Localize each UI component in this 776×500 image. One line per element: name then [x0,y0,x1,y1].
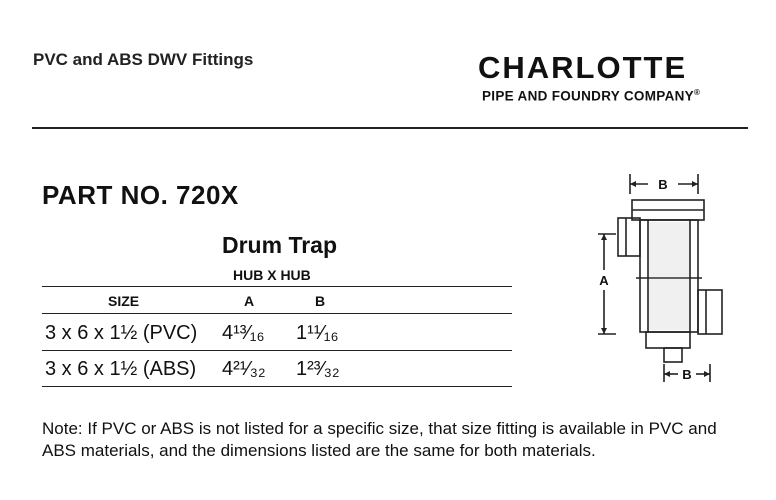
connection-type: HUB X HUB [233,267,311,283]
table-top-rule [42,286,512,287]
column-header-a: A [244,293,255,309]
materials-note: Note: If PVC or ABS is not listed for a specific size, that size fitting is available in PVC and ABS materials, and the dimensions listed are the same for both materials. [42,419,717,460]
registered-mark: ® [693,88,701,97]
header-title: PVC and ABS DWV Fittings [33,50,254,69]
table-row-rule [42,350,512,351]
column-header-size: SIZE [108,293,140,309]
row-2-b: 1²³⁄₃₂ [296,358,340,380]
row-1-b: 1¹¹⁄₁₆ [296,322,339,344]
logo-subtitle-text: PIPE AND FOUNDRY COMPANY [482,88,694,104]
product-name: Drum Trap [222,232,338,258]
row-1-size: 3 x 6 x 1½ (PVC) [45,322,198,344]
row-2-size: 3 x 6 x 1½ (ABS) [45,358,197,380]
header-divider [32,127,748,129]
table-bottom-rule [42,386,512,387]
charlotte-logo: CHARLOTTE [478,50,688,85]
row-1-a: 4¹³⁄₁₆ [222,322,265,344]
table-header-rule [42,313,512,314]
drum-trap-drawing [592,172,742,387]
part-number: PART NO. 720X [42,180,239,210]
drawing-label-b-bottom: B [682,367,692,382]
drawing-label-b-top: B [658,177,668,192]
column-header-b: B [315,293,326,309]
row-2-a: 4²¹⁄₃₂ [222,358,266,380]
drawing-label-a: A [599,273,609,288]
logo-subtitle [482,88,700,104]
